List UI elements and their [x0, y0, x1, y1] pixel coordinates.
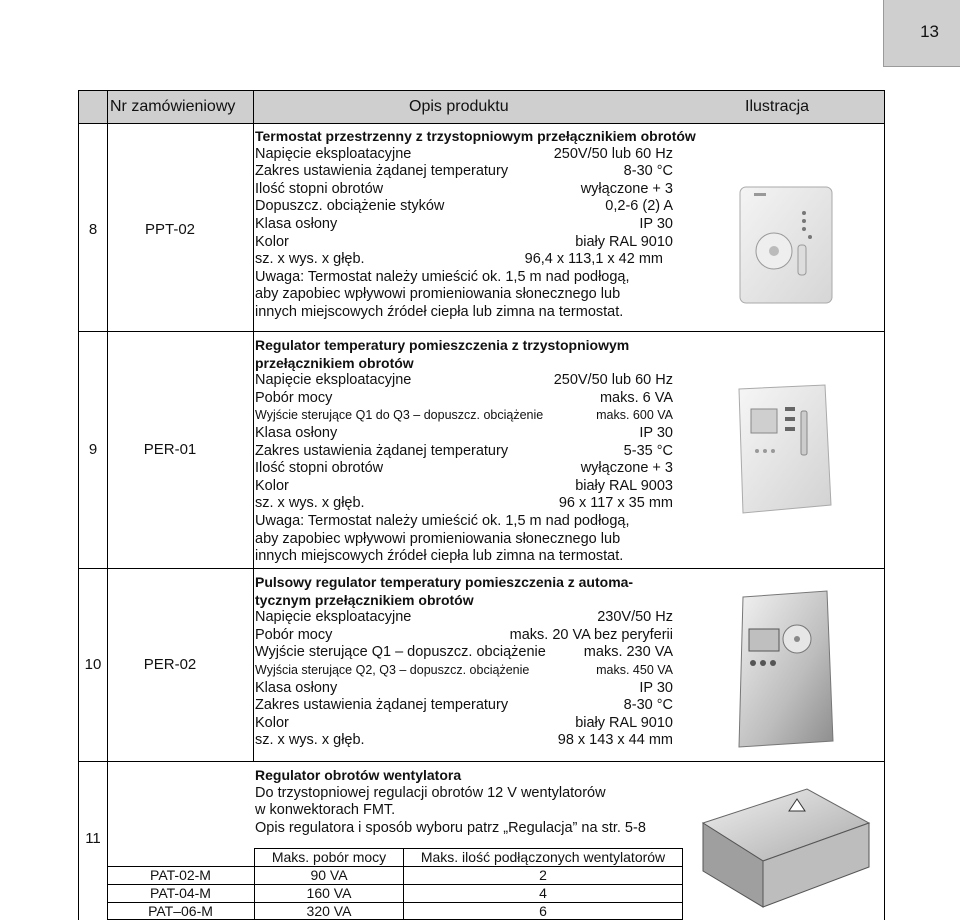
row-number: 9: [88, 441, 98, 458]
note-line: innych miejscowych źródeł ciepła lub zimna na termostat.: [255, 303, 624, 320]
spec-row: Ilość stopni obrotów wyłączone + 3: [255, 460, 673, 477]
product-title: Termostat przestrzenny z trzystopniowym przełącznikiem obrotów: [255, 128, 696, 144]
description-line: Do trzystopniowej regulacji obrotów 12 V wentylatorów: [255, 784, 606, 801]
row-number: 11: [85, 830, 101, 847]
spec-row: Zakres ustawienia żądanej temperatury 8-30 °C: [255, 163, 673, 180]
grid-line: [253, 91, 254, 761]
spec-row: Ilość stopni obrotów wyłączone + 3: [255, 180, 673, 197]
row-divider: [79, 331, 884, 332]
table-cell: 90 VA: [310, 867, 348, 883]
spec-row: Klasa osłony IP 30: [255, 679, 673, 696]
table-cell: 2: [539, 867, 547, 883]
table-cell: PAT-04-M: [150, 885, 211, 901]
order-code: PER-02: [143, 656, 197, 673]
row-number: 10: [84, 656, 102, 673]
page-number: 13: [920, 22, 939, 41]
description-line: w konwektorach FMT.: [255, 802, 396, 819]
spec-row: Wyjścia sterujące Q2, Q3 – dopuszcz. obciążenie maks. 450 VA: [255, 662, 673, 677]
row-divider: [79, 568, 884, 569]
spec-row: sz. x wys. x głęb. 98 x 143 x 44 mm: [255, 732, 673, 749]
spec-row: sz. x wys. x głęb. 96 x 117 x 35 mm: [255, 495, 673, 512]
table-cell: PAT-02-M: [150, 867, 211, 883]
header-illustration: Ilustracja: [745, 98, 810, 115]
fan-controller-illustration: [697, 783, 873, 913]
spec-row: Napięcie eksploatacyjne 250V/50 lub 60 Hz: [255, 145, 673, 162]
spec-row: Napięcie eksploatacyjne 250V/50 lub 60 Hz: [255, 372, 673, 389]
row-divider: [79, 761, 884, 762]
table-cell: PAT–06-M: [148, 903, 213, 919]
thermostat-ppt02-illustration: [732, 183, 840, 315]
note-line: innych miejscowych źródeł ciepła lub zimna na termostat.: [255, 548, 624, 565]
spec-row: Klasa osłony IP 30: [255, 215, 673, 232]
table-cell: 320 VA: [306, 903, 352, 919]
order-code: PPT-02: [144, 221, 196, 238]
note-line: aby zapobiec wpływowi promieniowania słonecznego lub: [255, 530, 621, 547]
spec-row: Wyjście sterujące Q1 do Q3 – dopuszcz. obciążenie maks. 600 VA: [255, 408, 673, 423]
header-description: Opis produktu: [409, 98, 509, 115]
description-line: Opis regulatora i sposób wyboru patrz „Regulacja” na str. 5-8: [255, 819, 646, 836]
spec-row: sz. x wys. x głęb. 96,4 x 113,1 x 42 mm: [255, 251, 663, 268]
product-title: przełącznikiem obrotów: [255, 354, 414, 371]
table-cell: 160 VA: [306, 885, 352, 901]
product-title: tycznym przełącznikiem obrotów: [255, 591, 474, 608]
note-line: Uwaga: Termostat należy umieścić ok. 1,5 m nad podłogą,: [255, 512, 630, 529]
product-description: [255, 128, 696, 322]
spec-row: Napięcie eksploatacyjne 230V/50 Hz: [255, 609, 673, 626]
row-number: 8: [88, 221, 98, 238]
product-description: [255, 767, 673, 837]
table-border: [682, 848, 683, 920]
spec-row: Wyjście sterujące Q1 – dopuszcz. obciążenie maks. 230 VA: [255, 644, 673, 661]
fan-controller-table: [107, 848, 683, 920]
table-header: Maks. ilość podłączonych wentylatorów: [420, 849, 666, 865]
table-cell: 6: [539, 903, 547, 919]
product-title: Pulsowy regulator temperatury pomieszczenia z automa-: [255, 574, 634, 590]
thermostat-per01-illustration: [729, 381, 841, 521]
spec-row: Kolor biały RAL 9010: [255, 233, 673, 250]
spec-row: Kolor biały RAL 9003: [255, 477, 673, 494]
product-title: Regulator temperatury pomieszczenia z trzystopniowym: [255, 337, 630, 353]
page-corner-tab: [883, 0, 960, 67]
table-header: Maks. pobór mocy: [271, 849, 387, 865]
table-header: [79, 91, 884, 124]
grid-line: [107, 91, 108, 920]
regulator-per02-illustration: [729, 589, 839, 749]
order-code: PER-01: [143, 441, 197, 458]
spec-row: Pobór mocy maks. 6 VA: [255, 389, 673, 406]
product-description: [255, 337, 673, 566]
spec-row: Kolor biały RAL 9010: [255, 714, 673, 731]
note-line: aby zapobiec wpływowi promieniowania słonecznego lub: [255, 286, 621, 303]
product-description: [255, 574, 673, 750]
spec-row: Pobór mocy maks. 20 VA bez peryferii: [255, 626, 673, 643]
table-cell: 4: [539, 885, 547, 901]
spec-row: Zakres ustawienia żądanej temperatury 8-30 °C: [255, 697, 673, 714]
spec-row: Klasa osłony IP 30: [255, 424, 673, 441]
spec-row: Dopuszcz. obciążenie styków 0,2-6 (2) A: [255, 198, 673, 215]
spec-row: Zakres ustawienia żądanej temperatury 5-35 °C: [255, 442, 673, 459]
product-table: [78, 90, 885, 920]
note-line: Uwaga: Termostat należy umieścić ok. 1,5 m nad podłogą,: [255, 268, 630, 285]
product-title: Regulator obrotów wentylatora: [255, 767, 462, 783]
header-order-number: Nr zamówieniowy: [110, 98, 236, 115]
